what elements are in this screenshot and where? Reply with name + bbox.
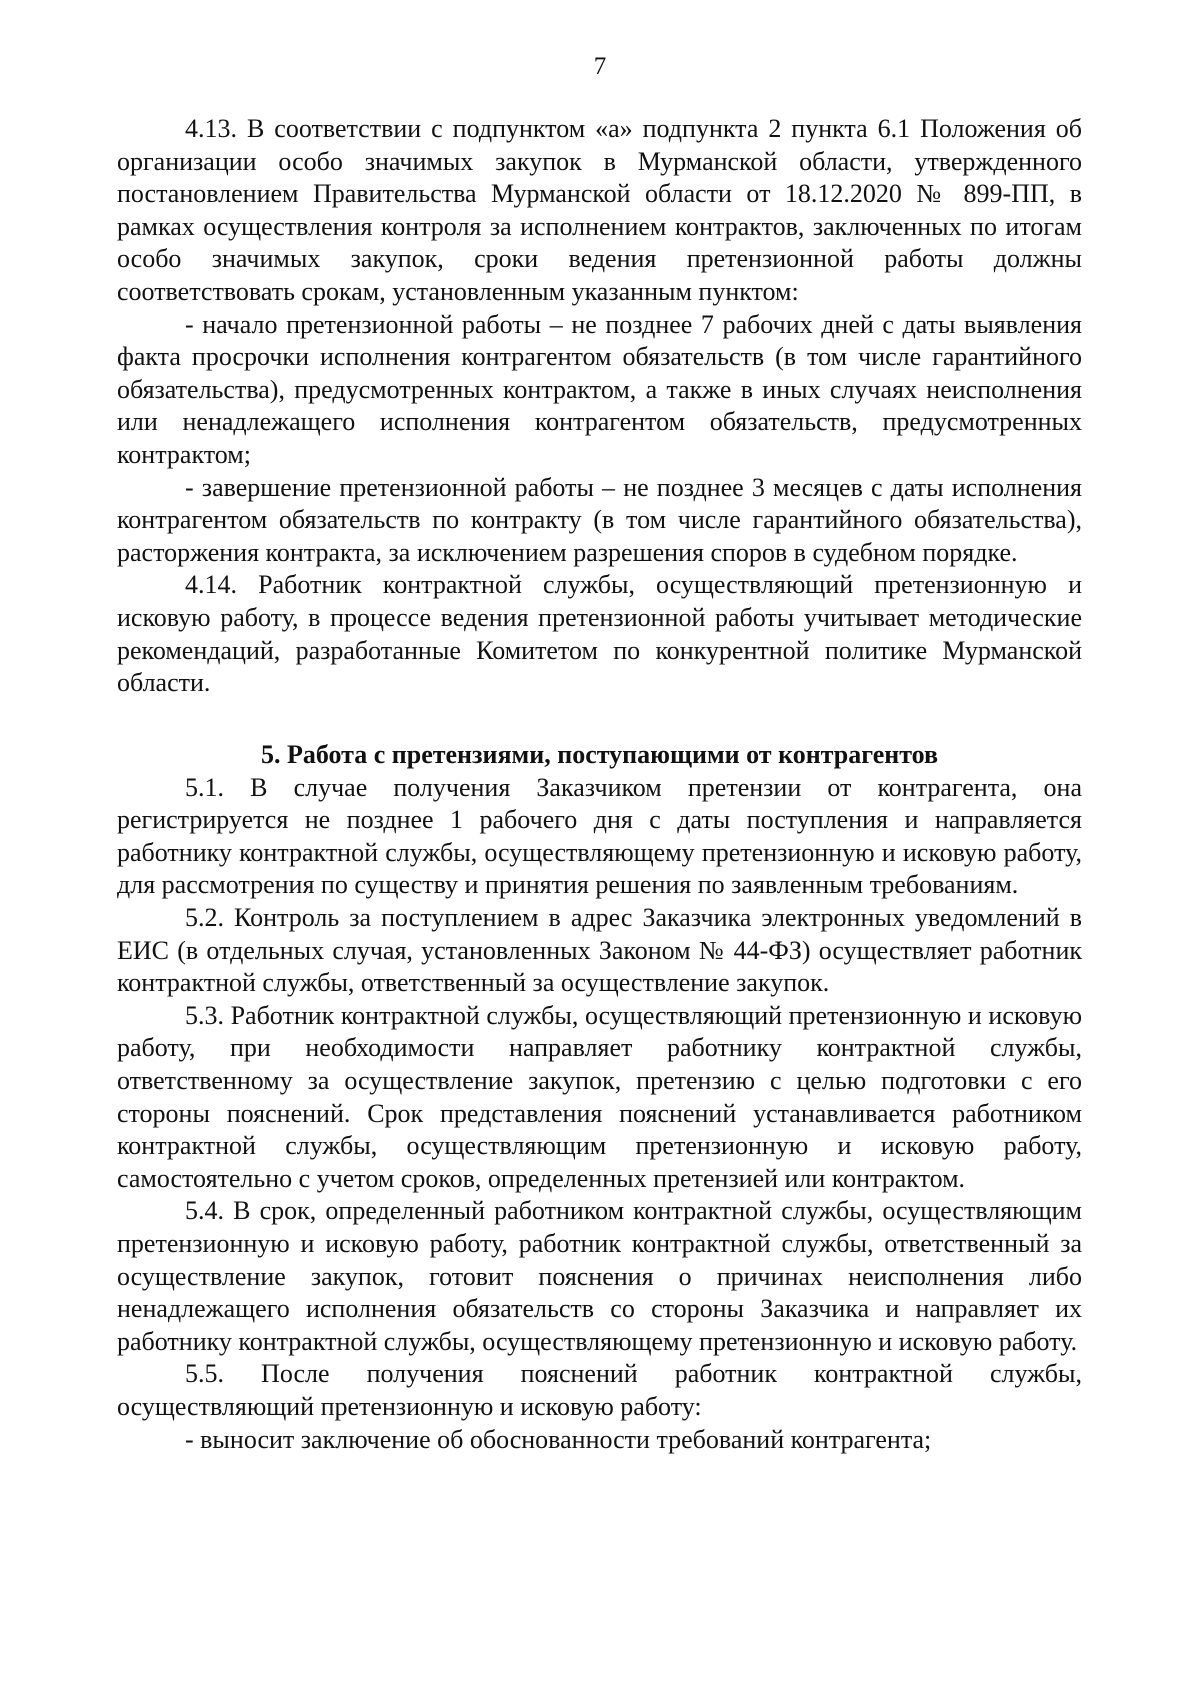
list-item-claim-start: - начало претензионной работы – не позднее 7 рабочих дней с даты выявления факта просрочки исполнения контрагентом обязательств (в том числе гарантийного обязательства), предусмотренных контрактом, а также в иных случаях неисполнения или ненадлежащего исполнения контрагентом обязательств, предусмотренных контрактом; bbox=[117, 309, 1082, 469]
paragraph-5-3: 5.3. Работник контрактной службы, осуществляющий претензионную и исковую работу, при необходимости направляет работнику контрактной службы, ответственному за осуществление закупок, претензию с целью подготовки с его стороны пояснений. Срок представления пояснений устанавливается работником контрактной службы, осуществляющим претензионную и исковую работу, самостоятельно с учетом сроков, определенных претензией или контрактом. bbox=[117, 1000, 1082, 1193]
section-5-heading: 5. Работа с претензиями, поступающими от контрагентов bbox=[260, 739, 939, 769]
paragraph-5-2: 5.2. Контроль за поступлением в адрес Заказчика электронных уведомлений в ЕИС (в отдельных случая, установленных Законом № 44-ФЗ) осуществляет работник контрактной службы, ответственный за осуществление закупок. bbox=[117, 903, 1082, 998]
paragraph-4-14: 4.14. Работник контрактной службы, осуществляющий претензионную и исковую работу, в процессе ведения претензионной работы учитывает методические рекомендаций, разработанные Комитетом по конкурентной политике Мурманской области. bbox=[117, 570, 1082, 698]
list-item-claim-end: - завершение претензионной работы – не позднее 3 месяцев с даты исполнения контрагентом обязательств по контракту (в том числе гарантийного обязательства), расторжения контракта, за исключением разрешения споров в судебном порядке. bbox=[117, 472, 1082, 567]
paragraph-5-5: 5.5. После получения пояснений работник контрактной службы, осуществляющий претензионную и исковую работу: bbox=[117, 1359, 1082, 1421]
paragraph-5-4: 5.4. В срок, определенный работником контрактной службы, осуществляющим претензионную и исковую работу, работник контрактной службы, ответственный за осуществление закупок, готовит пояснения о причинах неисполнения либо ненадлежащего исполнения обязательств со стороны Заказчика и направляет их работнику контрактной службы, осуществляющему претензионную и исковую работу. bbox=[117, 1196, 1082, 1356]
list-item-conclusion: - выносит заключение об обоснованности требований контрагента; bbox=[185, 1424, 932, 1454]
page-body bbox=[117, 113, 1082, 1456]
section-spacer bbox=[117, 700, 1082, 738]
paragraph-5-1: 5.1. В случае получения Заказчиком претензии от контрагента, она регистрируется не позднее 1 рабочего дня с даты поступления и направляется работнику контрактной службы, осуществляющему претензионную и исковую работу, для рассмотрения по существу и принятия решения по заявленным требованиям. bbox=[117, 772, 1082, 900]
paragraph-4-13: 4.13. В соответствии с подпунктом «а» подпункта 2 пункта 6.1 Положения об организации особо значимых закупок в Мурманской области, утвержденного постановлением Правительства Мурманской области от 18.12.2020 № 899-ПП, в рамках осуществления контроля за исполнением контрактов, заключенных по итогам особо значимых закупок, сроки ведения претензионной работы должны соответствовать срокам, установленным указанным пунктом: bbox=[117, 114, 1082, 306]
page-number: 7 bbox=[593, 53, 607, 80]
